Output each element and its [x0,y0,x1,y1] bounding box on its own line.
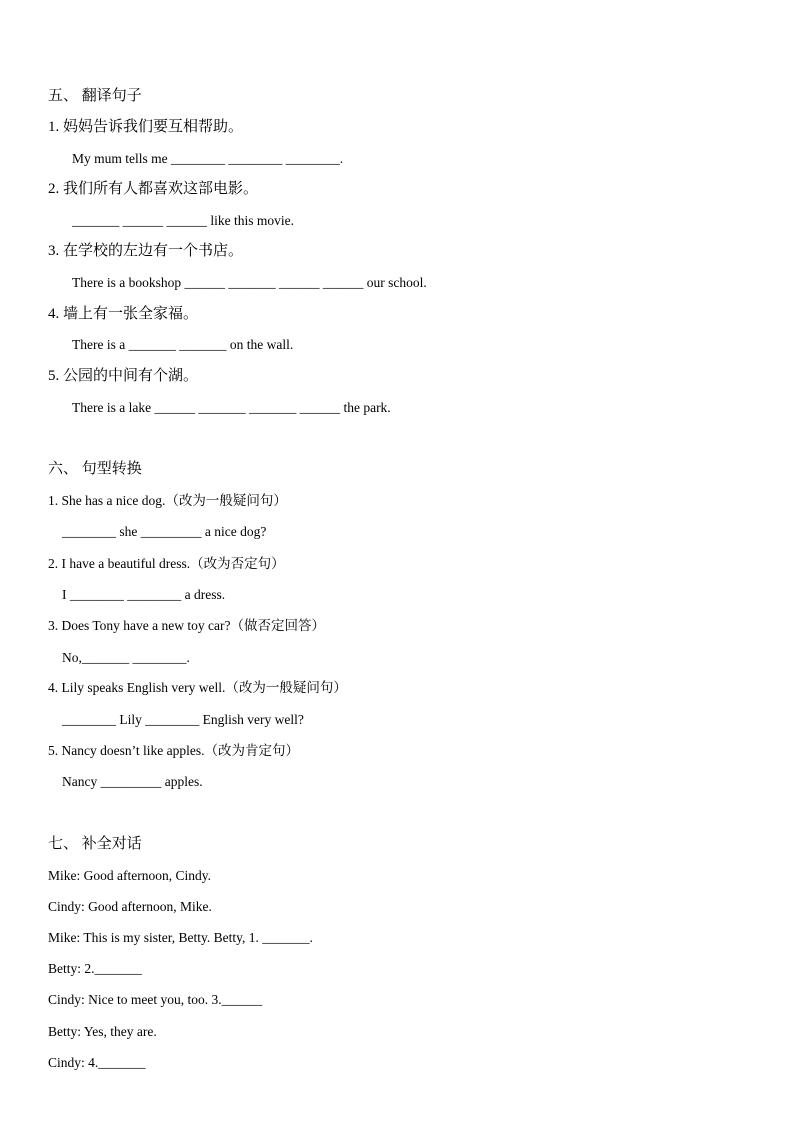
s6-a1: ________ she _________ a nice dog? [62,524,267,539]
s6-a5: Nancy _________ apples. [62,774,203,789]
s5-q5: 5. 公园的中间有个湖。 [48,368,199,384]
section7-heading: 七、 补全对话 [48,836,142,852]
s5-a4: There is a _______ _______ on the wall. [72,337,294,352]
s6-q3: 3. Does Tony have a new toy car?（做否定回答） [48,618,325,633]
s6-a4: ________ Lily ________ English very well? [62,712,304,727]
s6-q5: 5. Nancy doesn’t like apples.（改为肯定句） [48,743,299,758]
s5-a2: _______ ______ ______ like this movie. [72,213,294,228]
s5-q1: 1. 妈妈告诉我们要互相帮助。 [48,119,244,135]
dialogue-line: Betty: Yes, they are. [48,1024,157,1039]
s5-a1: My mum tells me ________ ________ ________. [72,151,344,166]
s6-a3: No,_______ ________. [62,650,190,665]
dialogue-line: Mike: Good afternoon, Cindy. [48,868,211,883]
s6-q2: 2. I have a beautiful dress.（改为否定句） [48,556,285,571]
s6-a2: I ________ ________ a dress. [62,587,226,602]
dialogue-line: Cindy: 4._______ [48,1055,146,1070]
s5-a5: There is a lake ______ _______ _______ ______ the park. [72,400,391,415]
section6-heading: 六、 句型转换 [48,461,142,477]
section5-heading: 五、 翻译句子 [48,88,142,104]
s5-a3: There is a bookshop ______ _______ ______ ______ our school. [72,275,427,290]
s6-q4: 4. Lily speaks English very well.（改为一般疑问句） [48,680,347,695]
dialogue-line: Cindy: Nice to meet you, too. 3.______ [48,992,263,1007]
dialogue-line: Betty: 2._______ [48,961,142,976]
s5-q3: 3. 在学校的左边有一个书店。 [48,243,244,259]
s5-q4: 4. 墙上有一张全家福。 [48,306,199,322]
s6-q1: 1. She has a nice dog.（改为一般疑问句） [48,493,287,508]
dialogue-line: Cindy: Good afternoon, Mike. [48,899,212,914]
dialogue-line: Mike: This is my sister, Betty. Betty, 1. _______. [48,930,313,945]
s5-q2: 2. 我们所有人都喜欢这部电影。 [48,181,259,197]
